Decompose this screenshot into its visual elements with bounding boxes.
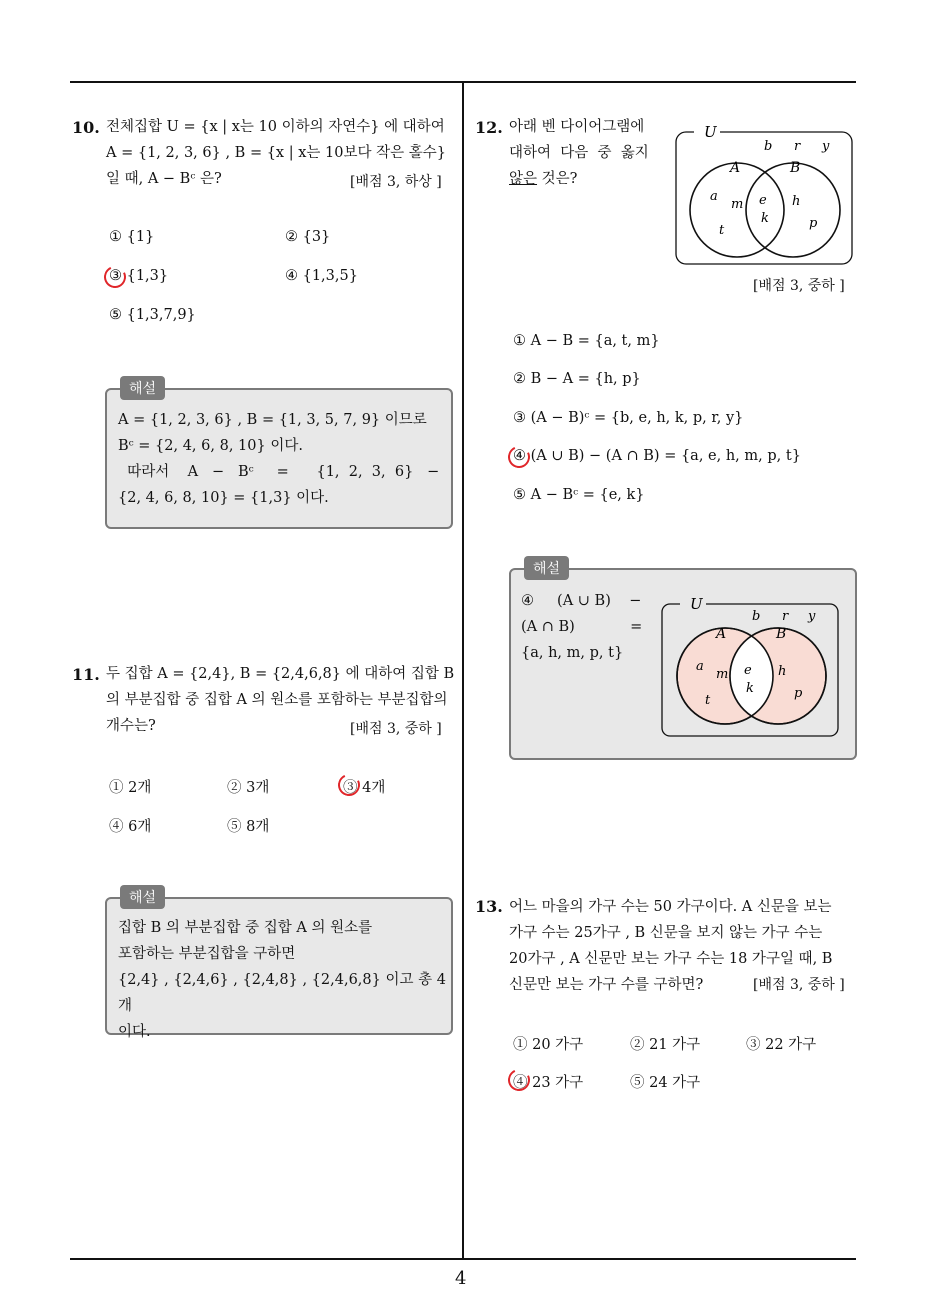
question-11-number: 11. (72, 665, 100, 684)
question-13-line-1: 어느 마을의 가구 수는 50 가구이다. A 신문을 보는 (509, 899, 832, 915)
q12-venn-diagram (672, 120, 858, 270)
question-13-number: 13. (475, 897, 503, 916)
venn-elem-m: m (731, 197, 744, 212)
q13-choice-3[interactable]: ③ 22 가구 (746, 1037, 817, 1053)
expl-venn-elem-e: e (744, 663, 752, 678)
question-13-line-4: 신문만 보는 가구 수를 구하면? (509, 977, 704, 993)
q12-choice-1[interactable]: ① A − B = {a, t, m} (513, 333, 660, 349)
venn-elem-b: b (764, 139, 773, 154)
expl-venn-a-label: A (716, 626, 727, 642)
venn-elem-t: t (719, 223, 725, 238)
question-11-points: [배점 3, 중하 ] (350, 721, 442, 737)
question-12-line-3-rest: 것은? (537, 171, 578, 187)
expl-venn-elem-b: b (752, 609, 761, 624)
expl-venn-u-label: U (690, 595, 703, 613)
q12-expl-line-2: (A ∩ B) = (521, 619, 643, 635)
question-13-line-3: 20가구 , A 신문만 보는 가구 수는 18 가구일 때, B (509, 951, 833, 967)
expl-venn-elem-m: m (716, 667, 729, 682)
q11-choice-4[interactable]: ④ 6개 (109, 819, 152, 835)
expl-venn-b-label: B (776, 626, 787, 642)
question-10-number: 10. (72, 118, 100, 137)
venn-elem-e: e (759, 193, 767, 208)
question-10-line-2: A = {1, 2, 3, 6} , B = {x | x는 10보다 작은 홀수} (106, 145, 446, 161)
q13-choice-2[interactable]: ② 21 가구 (630, 1037, 701, 1053)
q10-choice-2[interactable]: ② {3} (285, 229, 331, 245)
q12-choice-5[interactable]: ⑤ A − Bᶜ = {e, k} (513, 487, 645, 503)
q12-choice-2[interactable]: ② B − A = {h, p} (513, 371, 641, 387)
question-12-not-emphasis: 않은 (509, 171, 538, 187)
expl-venn-elem-a: a (696, 659, 704, 674)
venn-b-label: B (790, 160, 801, 176)
venn-u-label: U (704, 123, 717, 141)
venn-elem-p: p (809, 216, 818, 231)
q10-choice-5[interactable]: ⑤ {1,3,7,9} (109, 307, 196, 323)
q11-choice-2[interactable]: ② 3개 (227, 780, 270, 796)
venn-a-label: A (730, 160, 741, 176)
q11-expl-line-2: 포함하는 부분집합을 구하면 (118, 946, 296, 962)
q13-choice-5[interactable]: ⑤ 24 가구 (630, 1075, 701, 1091)
expl-venn-elem-y: y (808, 609, 816, 624)
q12-choice-4[interactable]: ④ (A ∪ B) − (A ∩ B) = {a, e, h, m, p, t} (513, 448, 801, 464)
q11-explanation-tag: 해설 (120, 885, 165, 909)
question-13-points: [배점 3, 중하 ] (753, 977, 845, 993)
question-12-line-1: 아래 벤 다이어그램에 (509, 119, 645, 135)
venn-circle-b (746, 163, 840, 257)
q13-choice-4[interactable]: ④ 23 가구 (513, 1075, 584, 1091)
venn-elem-a: a (710, 189, 718, 204)
q10-expl-line-1: A = {1, 2, 3, 6} , B = {1, 3, 5, 7, 9} 이므로 (118, 412, 427, 428)
q10-choice-3[interactable]: ③ {1,3} (109, 268, 169, 284)
q12-explanation-text (521, 588, 651, 666)
q12-explanation-venn (658, 592, 844, 742)
q10-explanation-text (118, 407, 448, 511)
q12-choice-3[interactable]: ③ (A − B)ᶜ = {b, e, h, k, p, r, y} (513, 410, 744, 426)
q10-choice-4[interactable]: ④ {1,3,5} (285, 268, 358, 284)
q11-choice-5[interactable]: ⑤ 8개 (227, 819, 270, 835)
question-13-line-2: 가구 수는 25가구 , B 신문을 보지 않는 가구 수는 (509, 925, 823, 941)
q12-explanation-tag: 해설 (524, 556, 569, 580)
question-12-number: 12. (475, 118, 503, 137)
q10-choice-1[interactable]: ① {1} (109, 229, 155, 245)
question-11-line-2: 의 부분집합 중 집합 A 의 원소를 포함하는 부분집합의 (106, 692, 448, 708)
q10-expl-line-2: Bᶜ = {2, 4, 6, 8, 10} 이다. (118, 438, 303, 454)
q12-expl-line-1: ④ (A ∪ B) − (521, 593, 642, 609)
expl-venn-elem-k: k (746, 681, 754, 696)
question-10-line-1: 전체집합 U = {x | x는 10 이하의 자연수} 에 대하여 (106, 119, 445, 135)
q10-expl-line-3: 따라서 A − Bᶜ = {1, 2, 3, 6} − (118, 464, 440, 480)
q11-choice-1[interactable]: ① 2개 (109, 780, 152, 796)
expl-venn-elem-h: h (778, 664, 787, 679)
question-10-points: [배점 3, 하상 ] (350, 174, 442, 190)
page-number: 4 (455, 1268, 467, 1289)
q12-expl-line-3: {a, h, m, p, t} (521, 645, 624, 661)
column-divider (462, 82, 464, 1260)
question-12-line-2: 대하여 다음 중 옳지 (509, 145, 649, 161)
bottom-rule (70, 1258, 856, 1260)
q10-explanation-tag: 해설 (120, 376, 165, 400)
q11-expl-line-3: {2,4} , {2,4,6} , {2,4,8} , {2,4,6,8} 이고 총 4개 (118, 972, 446, 1014)
venn-elem-r: r (794, 139, 801, 154)
q13-choice-1[interactable]: ① 20 가구 (513, 1037, 584, 1053)
question-12-points: [배점 3, 중하 ] (753, 278, 845, 294)
venn-elem-k: k (761, 211, 769, 226)
q11-choice-3[interactable]: ③ 4개 (343, 780, 386, 796)
expl-venn-elem-t: t (705, 693, 711, 708)
expl-venn-elem-r: r (782, 609, 789, 624)
question-12-line-3 (509, 166, 669, 192)
question-11-line-1: 두 집합 A = {2,4}, B = {2,4,6,8} 에 대하여 집합 B (106, 666, 455, 682)
q10-expl-line-4: {2, 4, 6, 8, 10} = {1,3} 이다. (118, 490, 329, 506)
q11-expl-line-4: 이다. (118, 1024, 151, 1040)
question-10-line-3: 일 때, A − Bᶜ 은? (106, 171, 222, 187)
q11-explanation-text (118, 915, 448, 1045)
question-12-text (509, 114, 669, 192)
venn-elem-y: y (822, 139, 830, 154)
expl-venn-elem-p: p (794, 686, 803, 701)
venn-elem-h: h (792, 194, 801, 209)
question-11-line-3: 개수는? (106, 718, 156, 734)
q11-expl-line-1: 집합 B 의 부분집합 중 집합 A 의 원소를 (118, 920, 373, 936)
